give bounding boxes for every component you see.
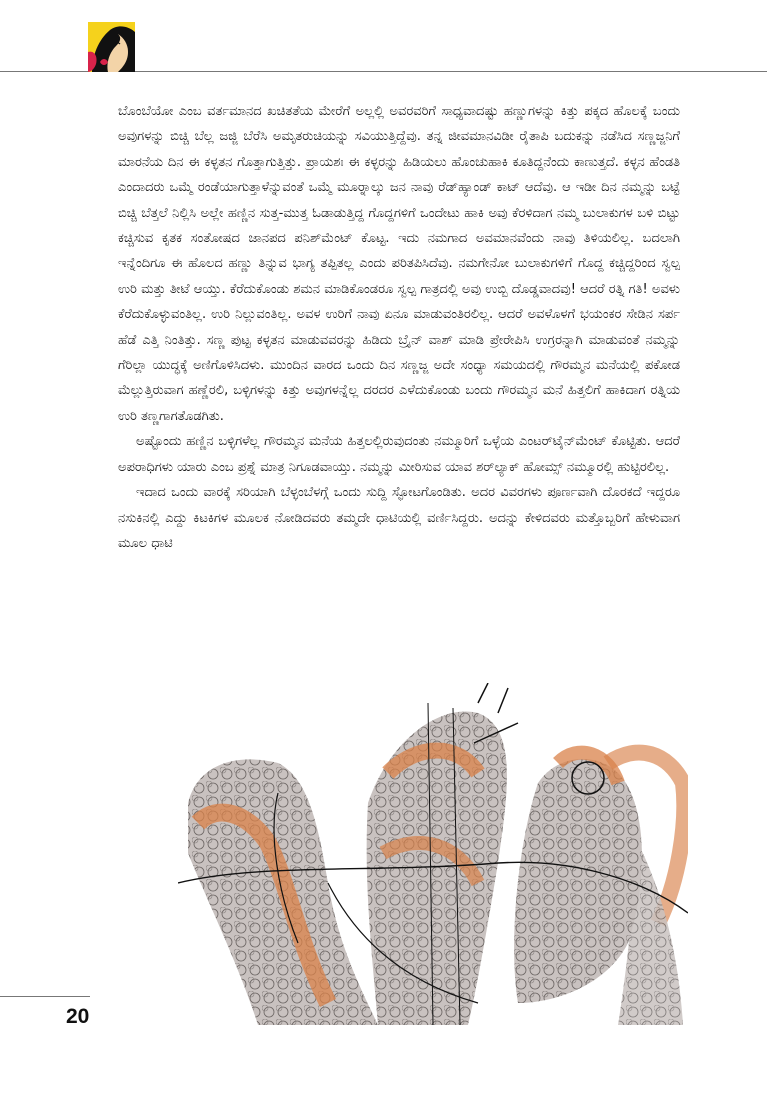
- footer-rule: [0, 996, 90, 997]
- paragraph-1: ಬೊಂಬೆಯೋ ಎಂಬ ವರ್ತಮಾನದ ಖಚಿತತೆಯ ಮೇರೆಗೆ ಅಲ್ಲಲ್ಲಿ ಅವರವರಿಗೆ ಸಾಧ್ಯವಾದಷ್ಟು ಹಣ್ಣುಗಳನ್ನು ಕಿತ್ತು ಪಕ್ಕದ ಹೊಲಕ್ಕೆ ಬಂದು ಅವುಗಳನ್ನು ಬಿಚ್ಚಿ ಬೆಲ್ಲ ಜಜ್ಜಿ ಬೆರೆಸಿ ಅಮೃತರುಚಿಯನ್ನು ಸವಿಯುತ್ತಿದ್ದೆವು. ತನ್ನ ಜೀವಮಾನವಿಡೀ ರೈತಾಪಿ ಬದುಕನ್ನು ನಡೆಸಿದ ಸಣ್ಣಜ್ಜನಿಗೆ ಮಾರನೆಯ ದಿನ ಈ ಕಳ್ಳತನ ಗೊತ್ತಾಗುತ್ತಿತ್ತು. ಪ್ರಾಯಶಃ ಈ ಕಳ್ಳರನ್ನು ಹಿಡಿಯಲು ಹೊಂಚುಹಾಕಿ ಕೂತಿದ್ದನೆಂದು ಕಾಣುತ್ತದೆ. ಕಳ್ಳನ ಹೆಂಡತಿ ಎಂದಾದರು ಒಮ್ಮೆ ರಂಡೆಯಾಗುತ್ತಾಳೆನ್ನುವಂತೆ ಒಮ್ಮೆ ಮೂರ್‍ನಾಲ್ಕು ಜನ ನಾವು ರೆಡ್‌ಹ್ಯಾಂಡ್ ಕಾಟ್ ಆದೆವು. ಆ ಇಡೀ ದಿನ ನಮ್ಮನ್ನು ಬಟ್ಟೆ ಬಿಚ್ಚಿ ಬೆತ್ತಲೆ ನಿಲ್ಲಿಸಿ ಅಲ್ಲೇ ಹಣ್ಣಿನ ಸುತ್ತ-ಮುತ್ತ ಓಡಾಡುತ್ತಿದ್ದ ಗೊದ್ದಗಳಿಗೆ ಒಂದೇಟು ಹಾಕಿ ಅವು ಕೆರಳಿದಾಗ ನಮ್ಮ ಬುಲಾಕುಗಳ ಬಳಿ ಬಿಟ್ಟು ಕಚ್ಚಿಸುವ ಕೃತಕ ಸಂತೋಷದ ಜಾನಪದ ಪನಿಶ್‌ಮೆಂಟ್ ಕೊಟ್ಟ. ಇದು ನಮಗಾದ ಅವಮಾನವೆಂದು ನಾವು ತಿಳಿಯಲಿಲ್ಲ. ಬದಲಾಗಿ ಇನ್ನೆಂದಿಗೂ ಈ ಹೊಲದ ಹಣ್ಣು ತಿನ್ನುವ ಭಾಗ್ಯ ತಪ್ಪಿತಲ್ಲ ಎಂದು ಪರಿತಪಿಸಿದೆವು. ನಮಗೇನೋ ಬುಲಾಕುಗಳಿಗೆ ಗೊದ್ದ ಕಚ್ಚಿದ್ದರಿಂದ ಸ್ವಲ್ಪ ಉರಿ ಮತ್ತು ತೀಟೆ ಆಯ್ತು. ಕೆರೆದುಕೊಂಡು ಶಮನ ಮಾಡಿಕೊಂಡರೂ ಸ್ವಲ್ಪ ಗಾತ್ರದಲ್ಲಿ ಅವು ಉಬ್ಬಿ ದೊಡ್ಡವಾದವು! ಆದರೆ ರತ್ನಿ ಗತಿ! ಅವಳು ಕೆರೆದುಕೊಳ್ಳುವಂತಿಲ್ಲ. ಉರಿ ನಿಲ್ಲುವಂತಿಲ್ಲ. ಅವಳ ಉರಿಗೆ ನಾವು ಏನೂ ಮಾಡುವಂತಿರಲಿಲ್ಲ. ಆದರೆ ಅವಳೊಳಗೆ ಭಯಂಕರ ಸೇಡಿನ ಸರ್ಪ ಹೆಡೆ ಎತ್ತಿ ನಿಂತಿತ್ತು. ಸಣ್ಣ ಪುಟ್ಟ ಕಳ್ಳತನ ಮಾಡುವವರನ್ನು ಹಿಡಿದು ಬ್ರೈನ್ ವಾಶ್ ಮಾಡಿ ಪ್ರೇರೇಪಿಸಿ ಉಗ್ರರನ್ನಾಗಿ ಮಾಡುವಂತೆ ನಮ್ಮನ್ನು ಗೆರಿಲ್ಲಾ ಯುದ್ಧಕ್ಕೆ ಅಣಿಗೊಳಿಸಿದಳು. ಮುಂದಿನ ವಾರದ ಒಂದು ದಿನ ಸಣ್ಣಜ್ಜ ಅದೇ ಸಂಧ್ಯಾ ಸಮಯದಲ್ಲಿ ಗೌರಮ್ಮನ ಮನೆಯಲ್ಲಿ ಪಕೋಡ ಮೆಲ್ಲುತ್ತಿರುವಾಗ ಹಣ್ಣೆರಲಿ, ಬಳ್ಳಿಗಳನ್ನು ಕಿತ್ತು ಅವುಗಳನ್ನೆಲ್ಲ ದರದರ ಎಳೆದುಕೊಂಡು ಬಂದು ಗೌರಮ್ಮನ ಮನೆ ಹಿತ್ತಲಿಗೆ ಹಾಕಿದಾಗ ರತ್ನಿಯ ಉರಿ ತಣ್ಣಗಾಗತೊಡಗಿತು.: [118, 104, 680, 424]
- article-text: [118, 99, 680, 556]
- paragraph-2: ಅಷ್ಟೊಂದು ಹಣ್ಣಿನ ಬಳ್ಳಿಗಳೆಲ್ಲ ಗೌರಮ್ಮನ ಮನೆಯ ಹಿತ್ತಲಲ್ಲಿರುವುದಂತು ನಮ್ಮೂರಿಗೆ ಒಳ್ಳೆಯ ಎಂಟರ್‌ಟೈನ್‌ಮೆಂಟ್ ಕೊಟ್ಟಿತು. ಆದರೆ ಅಪರಾಧಿಗಳು ಯಾರು ಎಂಬ ಪ್ರಶ್ನೆ ಮಾತ್ರ ನಿಗೂಡವಾಯ್ತು. ನಮ್ಮನ್ನು ಮೀರಿಸುವ ಯಾವ ಶರ್‌ಲ್ಯಾಕ್ ಹೋಮ್ಸ್ ನಮ್ಮೂರಲ್ಲಿ ಹುಟ್ಟಿರಲಿಲ್ಲ.: [118, 434, 680, 475]
- paragraph-3: ಇದಾದ ಒಂದು ವಾರಕ್ಕೆ ಸರಿಯಾಗಿ ಬೆಳ್ಳಂಬೆಳಗ್ಗೆ ಒಂದು ಸುದ್ದಿ ಸ್ಫೋಟಗೊಂಡಿತು. ಅದರ ವಿವರಗಳು ಪೂರ್ಣವಾಗಿ ದೊರಕದೆ ಇದ್ದರೂ ನಸುಕಿನಲ್ಲಿ ಎದ್ದು ಕಿಟಕಿಗಳ ಮೂಲಕ ನೋಡಿದವರು ತಮ್ಮದೇ ಧಾಟಿಯಲ್ಲಿ ವರ್ಣಿಸಿದ್ದರು. ಅದನ್ನು ಕೇಳಿದವರು ಮತ್ತೊಬ್ಬರಿಗೆ ಹೇಳುವಾಗ ಮೂಲ ಧಾಟಿ: [118, 485, 680, 551]
- woman-profile-logo-icon: [88, 22, 135, 72]
- page-number: 20: [66, 1005, 90, 1028]
- sketch-illustration: [178, 683, 688, 1025]
